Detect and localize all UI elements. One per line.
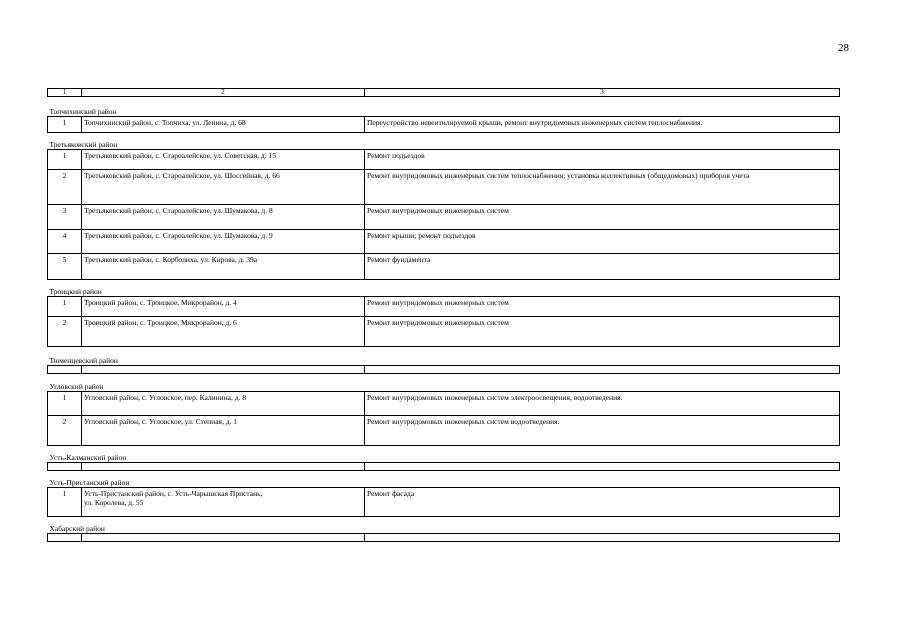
work-type-cell: Ремонт внутридомовых инженерных систем [365,317,840,347]
empty-cell [82,463,365,471]
address-cell [82,392,365,416]
address-text: Третьяковский район, с. Староалейское, ул. Советская, д. 15 [84,151,277,160]
address-text: Топчихинский район, с. Топчиха, ул. Ленина, д. 68 [84,118,246,127]
empty-cell [82,366,365,374]
district-name: Топчихинский район [48,97,840,117]
table-row [48,170,840,205]
empty-cell [48,366,82,374]
empty-cell [365,463,840,471]
work-type-cell: Ремонт внутридомовых инженерных систем электроосвещения, водоотведения. [365,392,840,416]
row-number: 4 [48,230,82,254]
district-name: Угловский район [48,374,840,392]
empty-cell [82,534,365,542]
work-type-cell: Ремонт внутридомовых инженерных систем водоотведения. [365,416,840,446]
address-text: Третьяковский район, с. Староалейское, ул. Шумакова, д. 8 [84,206,273,215]
district-heading-row [48,374,840,392]
address-text: Троицкий район, с. Троицкое, Микрорайон, д. 4 [84,298,237,307]
address-text: Третьяковский район, с. Корболиха, ул. Кирова, д. 39а [84,255,258,264]
address-cell [82,230,365,254]
address-cell [82,205,365,230]
address-text: Угловский район, с. Угловское, ул. Степная, д. 1 [84,417,238,426]
district-name: Троицкий район [48,280,840,297]
table-row [48,230,840,254]
address-text: Третьяковский район, с. Староалейское, ул. Шоссейная, д. 66 [84,171,280,180]
repair-registry-table [47,88,840,542]
row-number: 5 [48,254,82,280]
table-row [48,254,840,280]
table-row [48,150,840,170]
table-row [48,317,840,347]
address-cell [82,170,365,205]
column-number-header: 2 [82,89,365,97]
table-row [48,297,840,317]
row-number: 1 [48,117,82,133]
district-heading-row [48,133,840,150]
row-number: 1 [48,150,82,170]
district-name: Хабарский район [48,517,840,534]
table-row [48,416,840,446]
address-cell [82,297,365,317]
empty-row [48,366,840,374]
district-name: Усть-Пристанский район [48,471,840,488]
district-name: Тюменцевский район [48,347,840,366]
work-type-cell: Ремонт фундамента [365,254,840,280]
address-cell [82,488,365,517]
address-text-line2: ул. Королева, д. 55 [84,498,144,507]
row-number: 2 [48,416,82,446]
district-heading-row [48,97,840,117]
table-header-row [48,89,840,97]
empty-cell [365,366,840,374]
district-heading-row [48,471,840,488]
address-text: Угловский район, с. Угловское, пер. Калинина, д. 8 [84,393,247,402]
address-cell [82,416,365,446]
empty-cell [48,534,82,542]
row-number: 3 [48,205,82,230]
work-type-cell: Ремонт внутридомовых инженерных систем [365,297,840,317]
row-number: 2 [48,317,82,347]
table-row [48,117,840,133]
page-number: 28 [838,42,849,54]
district-heading-row [48,280,840,297]
work-type-cell: Ремонт крыши; ремонт подъездов [365,230,840,254]
column-number-header: 1 [48,89,82,97]
work-type-cell: Переустройство невентилируемой крыши, ремонт внутридомовых инженерных систем теплоснабжения. [365,117,840,133]
row-number: 1 [48,392,82,416]
address-cell [82,150,365,170]
work-type-cell: Ремонт фасада [365,488,840,517]
column-number-header: 3 [365,89,840,97]
empty-row [48,534,840,542]
row-number: 1 [48,488,82,517]
district-name: Усть-Калманский район [48,446,840,463]
work-type-cell: Ремонт внутридомовых инженерных систем [365,205,840,230]
table-row [48,205,840,230]
address-text: Третьяковский район, с. Староалейское, ул. Шумакова, д. 9 [84,231,273,240]
work-type-cell: Ремонт внутридомовых инженерных систем теплоснабжения; установка коллективных (общедомовых) приборов учета [365,170,840,205]
address-text: Троицкий район, с. Троицкое, Микрорайон, д. 6 [84,318,237,327]
empty-cell [48,463,82,471]
district-name: Третьяковский район [48,133,840,150]
address-cell [82,254,365,280]
row-number: 2 [48,170,82,205]
address-cell [82,317,365,347]
table-row [48,392,840,416]
district-heading-row [48,446,840,463]
address-cell [82,117,365,133]
district-heading-row [48,517,840,534]
row-number: 1 [48,297,82,317]
address-text: Усть-Пристанский район, с. Усть-Чарышская Пристань, [84,489,263,498]
work-type-cell: Ремонт подъездов [365,150,840,170]
empty-row [48,463,840,471]
table-row [48,488,840,517]
district-heading-row [48,347,840,366]
empty-cell [365,534,840,542]
